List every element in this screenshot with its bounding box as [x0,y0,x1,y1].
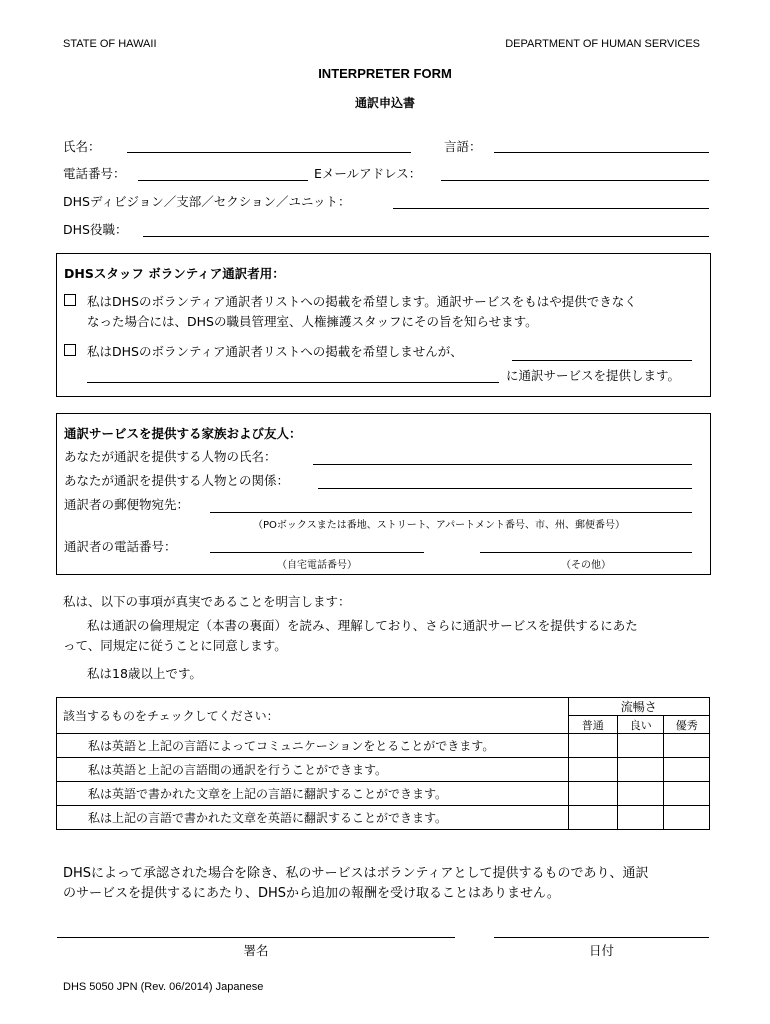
fluency-row-text: 私は上記の言語で書かれた文章を英語に翻訳することができます。 [57,806,569,830]
level-normal: 普通 [568,716,617,734]
other-phone-input-line[interactable] [480,552,692,553]
signature-line[interactable] [57,937,455,938]
age-statement: 私は18歳以上です。 [87,666,202,681]
signature-label: 署名 [243,943,269,958]
family-section-title: 通訳サービスを提供する家族および友人： [64,426,302,441]
opt-in-text-line1: 私はDHSのボランティア通訳者リストへの掲載を希望します。通訳サービスをもはや提供できなく [87,294,637,309]
opt-out-blank-2[interactable] [87,382,499,383]
form-number: DHS 5050 JPN (Rev. 06/2014) Japanese [63,981,264,993]
fluency-row-text: 私は英語と上記の言語間の通訳を行うことができます。 [57,758,569,782]
relation-label: あなたが通訳を提供する人物との関係： [64,473,290,488]
address-hint: （POボックスまたは番地、ストリート、アパートメント番号、市、州、郵便番号） [253,520,626,531]
email-input-line[interactable] [441,180,709,181]
name-label: 氏名： [63,139,101,154]
volunteer-note-line2: のサービスを提供するにあたり、DHSから追加の報酬を受け取ることはありません。 [63,886,560,901]
position-input-line[interactable] [143,236,709,237]
volunteer-note-line1: DHSによって承認された場合を除き、私のサービスはボランティアとして提供するものであり、通訳 [63,866,649,881]
fluency-check-cell[interactable] [664,734,710,758]
opt-in-text-line2: なった場合には、DHSの職員管理室、人権擁護スタッフにその旨を知らせます。 [87,314,538,329]
opt-out-text-end: に通訳サービスを提供します。 [506,368,681,383]
email-label: Eメールアドレス： [314,166,422,181]
name-input-line[interactable] [127,152,411,153]
declaration-intro: 私は、以下の事項が真実であることを明言します： [63,594,351,609]
fluency-check-cell[interactable] [568,734,617,758]
division-label: DHSディビジョン／支部／セクション／ユニット： [63,194,351,209]
relation-input-line[interactable] [318,488,692,489]
opt-in-checkbox[interactable] [64,294,76,306]
fluency-header: 流暢さ [568,698,710,716]
level-excellent: 優秀 [664,716,710,734]
fluency-check-cell[interactable] [617,734,664,758]
date-label: 日付 [588,943,614,958]
fluency-check-cell[interactable] [664,758,710,782]
opt-out-blank-1[interactable] [512,360,692,361]
opt-out-checkbox[interactable] [64,344,76,356]
home-phone-hint: （自宅電話番号） [277,560,357,571]
form-subtitle: 通訳申込書 [354,96,415,110]
fluency-table [56,697,710,830]
fluency-check-cell[interactable] [664,782,710,806]
interpreter-phone-label: 通訳者の電話番号： [64,539,177,554]
form-title: INTERPRETER FORM [318,66,452,81]
phone-input-line[interactable] [138,180,308,181]
position-label: DHS役職： [63,222,128,237]
division-input-line[interactable] [393,208,709,209]
fluency-check-cell[interactable] [568,758,617,782]
fluency-row-text: 私は英語で書かれた文章を上記の言語に翻訳することができます。 [57,782,569,806]
fluency-check-cell[interactable] [568,806,617,830]
fluency-check-cell[interactable] [617,758,664,782]
other-phone-hint: （その他） [561,560,611,571]
opt-out-text: 私はDHSのボランティア通訳者リストへの掲載を希望しませんが、 [87,344,463,359]
level-good: 良い [617,716,664,734]
address-input-line[interactable] [210,512,692,513]
fluency-prompt: 該当するものをチェックしてください： [57,698,569,734]
state-label: STATE OF HAWAII [63,38,157,50]
fluency-check-cell[interactable] [664,806,710,830]
fluency-check-cell[interactable] [617,806,664,830]
fluency-check-cell[interactable] [617,782,664,806]
address-label: 通訳者の郵便物宛先： [64,497,190,512]
fluency-row-text: 私は英語と上記の言語によってコミュニケーションをとることができます。 [57,734,569,758]
language-label: 言語： [444,139,482,154]
fluency-check-cell[interactable] [568,782,617,806]
department-label: DEPARTMENT OF HUMAN SERVICES [505,38,700,50]
ethics-statement-line1: 私は通訳の倫理規定（本書の裏面）を読み、理解しており、さらに通訳サービスを提供するにあた [87,618,638,633]
person-name-input-line[interactable] [313,464,692,465]
phone-label: 電話番号： [63,166,126,181]
staff-section-title: DHSスタッフ ボランティア通訳者用： [64,266,285,281]
date-line[interactable] [494,937,709,938]
ethics-statement-line2: って、同規定に従うことに同意します。 [63,638,287,653]
language-input-line[interactable] [494,152,709,153]
person-name-label: あなたが通訳を提供する人物の氏名： [64,449,277,464]
home-phone-input-line[interactable] [210,552,424,553]
